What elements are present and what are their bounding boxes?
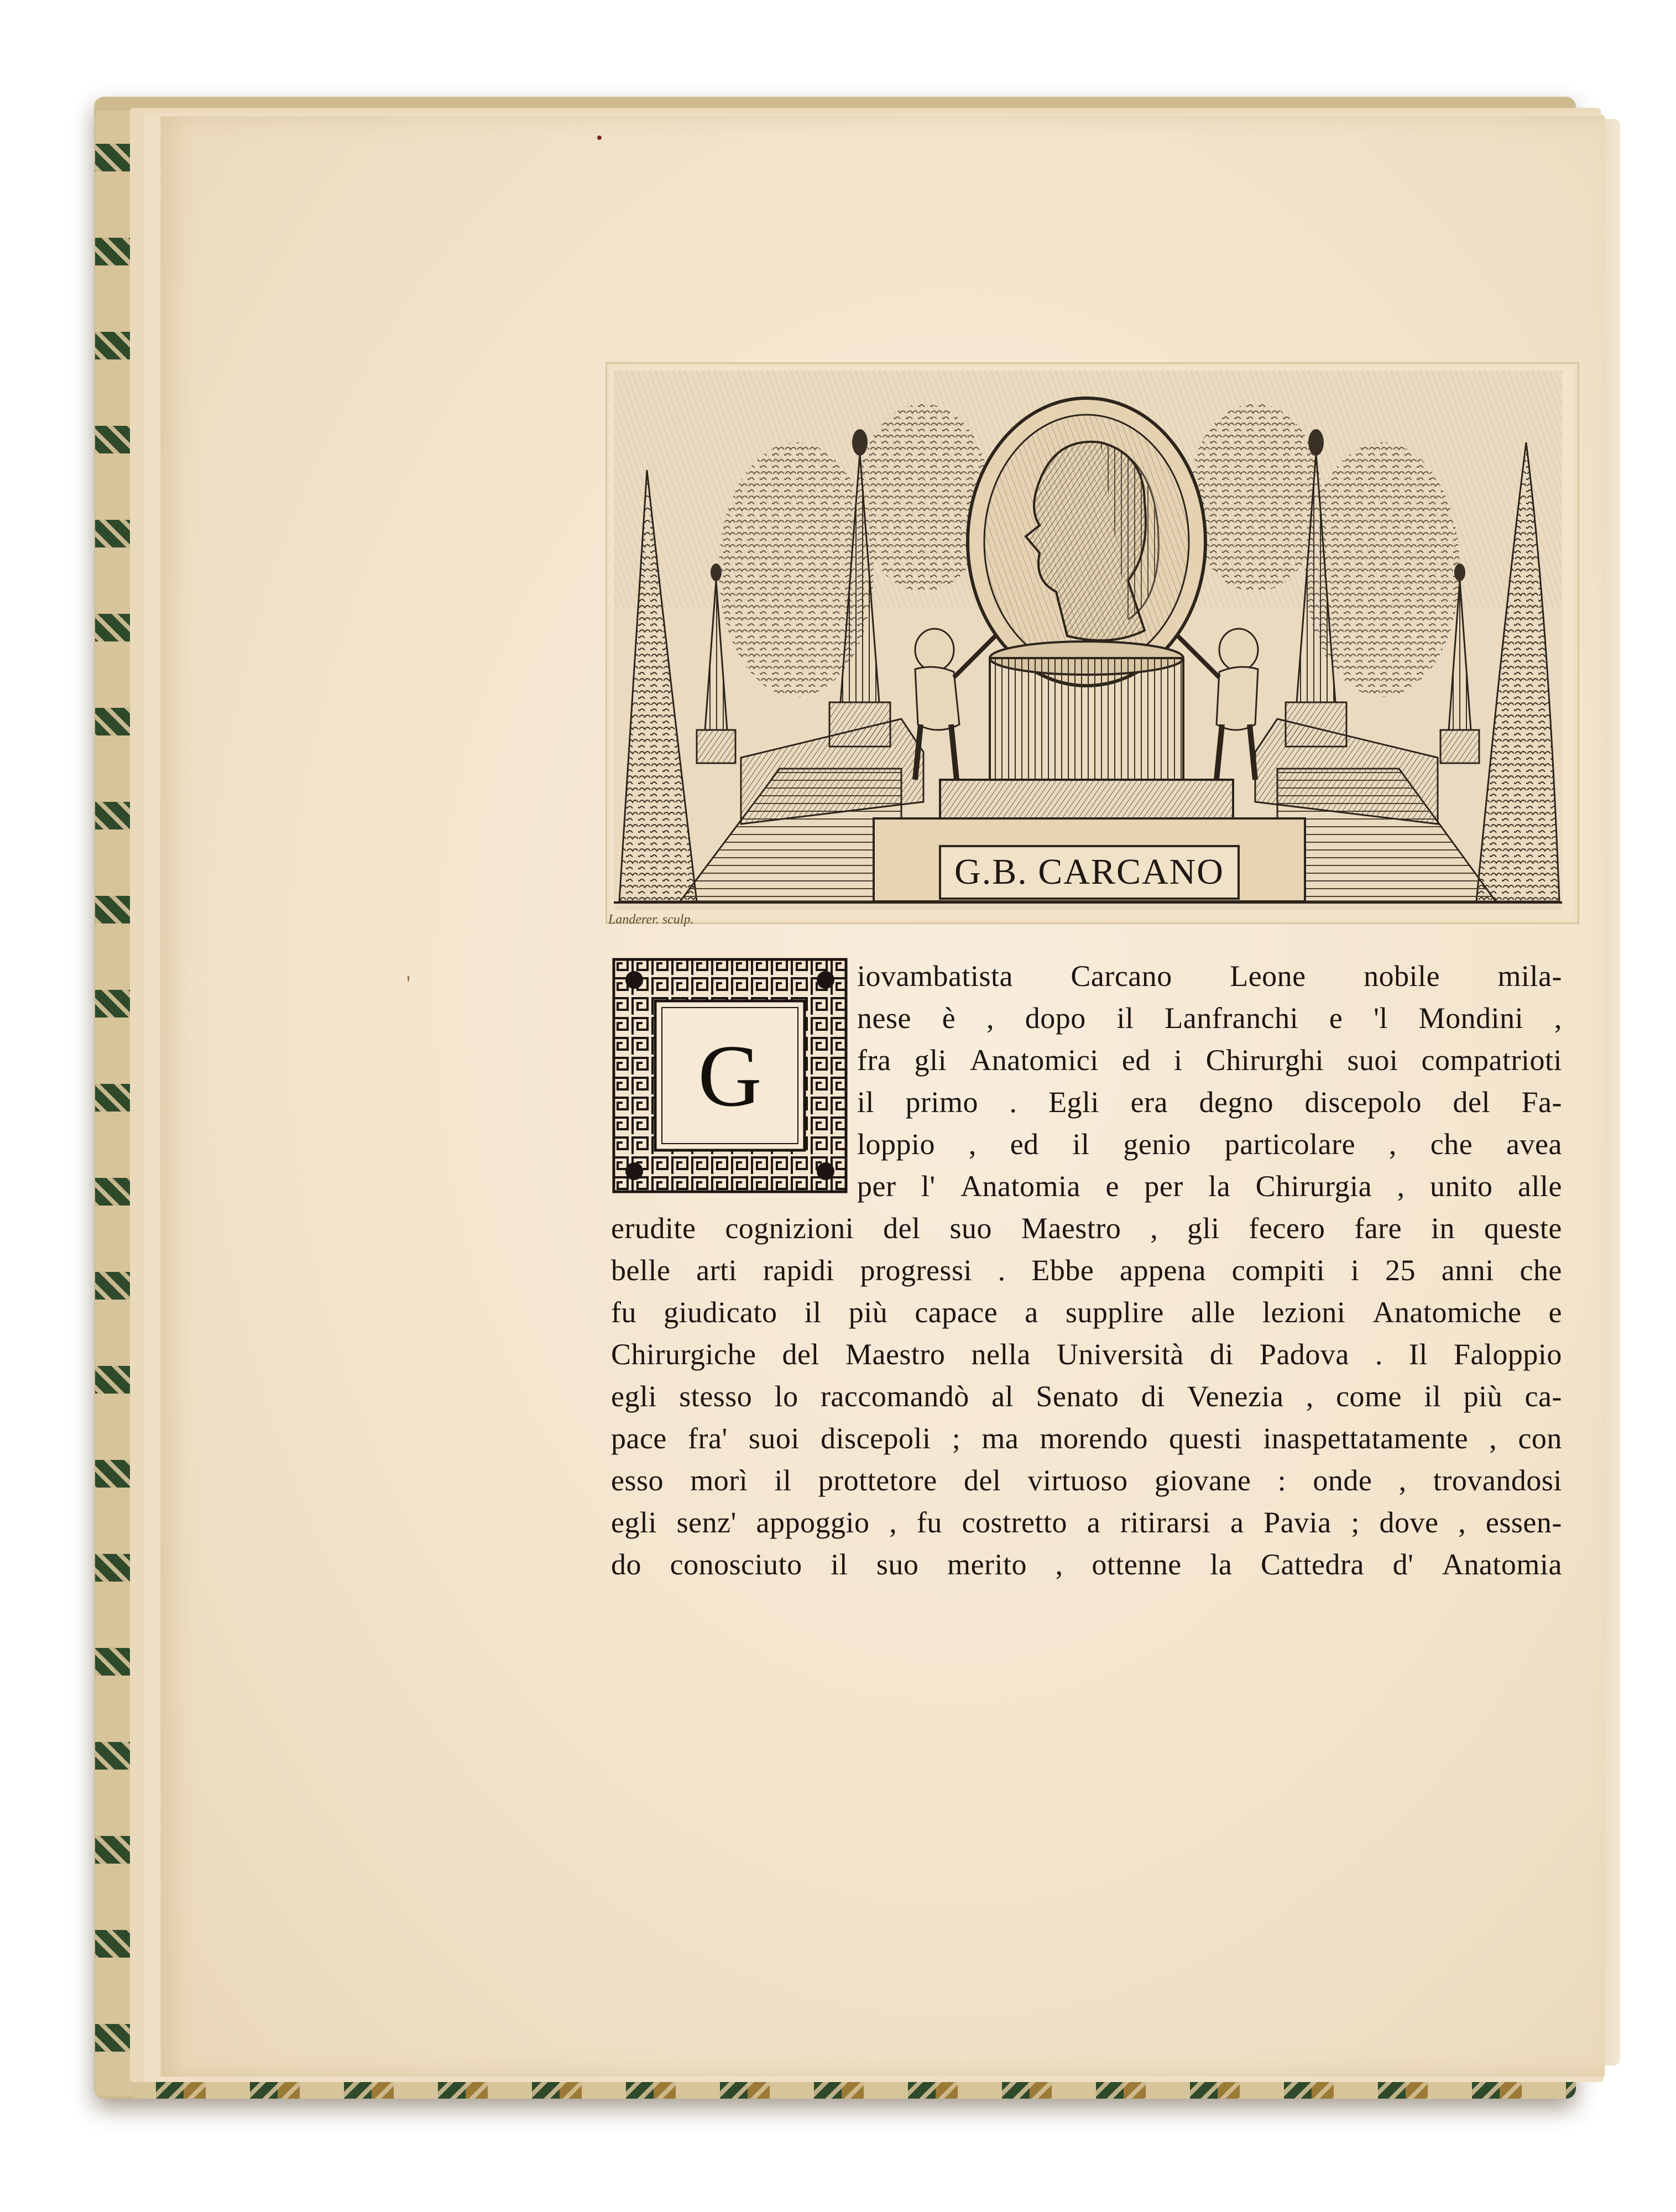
engraver-credit: Landerer. sculp. xyxy=(608,912,694,927)
margin-mark-left: ' xyxy=(406,971,411,996)
text-line-15: do conosciuto il suo merito , ottenne la Cattedra d' Anatomia xyxy=(611,1548,1562,1581)
text-line-8: belle arti rapidi progressi . Ebbe appena compiti i 25 anni che xyxy=(611,1254,1562,1287)
text-line-11: egli stesso lo raccomandò al Senato di Venezia , come il più ca- xyxy=(611,1380,1562,1413)
text-line-9: fu giudicato il più capace a supplire alle lezioni Anatomiche e xyxy=(611,1296,1562,1329)
text-line-12: pace fra' suoi discepoli ; ma morendo questi inaspettatamente , con xyxy=(611,1422,1562,1455)
text-line-4: il primo . Egli era degno discepolo del Fa- xyxy=(857,1086,1562,1119)
text-line-13: esso morì il prottetore del virtuoso giovane : onde , trovandosi xyxy=(611,1464,1562,1497)
text-line-3: fra gli Anatomici ed i Chirurghi suoi compatrioti xyxy=(857,1044,1562,1077)
text-line-1: iovambatista Carcano Leone nobile mila- xyxy=(857,959,1562,993)
biography-text xyxy=(611,957,1562,1615)
portrait-engraving xyxy=(614,371,1562,910)
plate-caption: G.B. CARCANO xyxy=(954,852,1224,892)
spine-decorative-paper xyxy=(95,111,134,2096)
text-line-5: loppio , ed il genio particolare , che avea xyxy=(857,1128,1562,1161)
text-line-2: nese è , dopo il Lanfranchi e 'l Mondini , xyxy=(857,1001,1562,1035)
text-line-7: erudite cognizioni del suo Maestro , gli fecero fare in queste xyxy=(611,1212,1562,1245)
text-line-14: egli senz' appoggio , fu costretto a ritirarsi a Pavia ; dove , essen- xyxy=(611,1506,1562,1539)
text-line-10: Chirurgiche del Maestro nella Università di Padova . Il Faloppio xyxy=(611,1338,1562,1371)
drop-cap-letter: G xyxy=(698,1026,762,1125)
ink-spot xyxy=(597,135,602,140)
text-line-6: per l' Anatomia e per la Chirurgia , unito alle xyxy=(857,1170,1562,1203)
